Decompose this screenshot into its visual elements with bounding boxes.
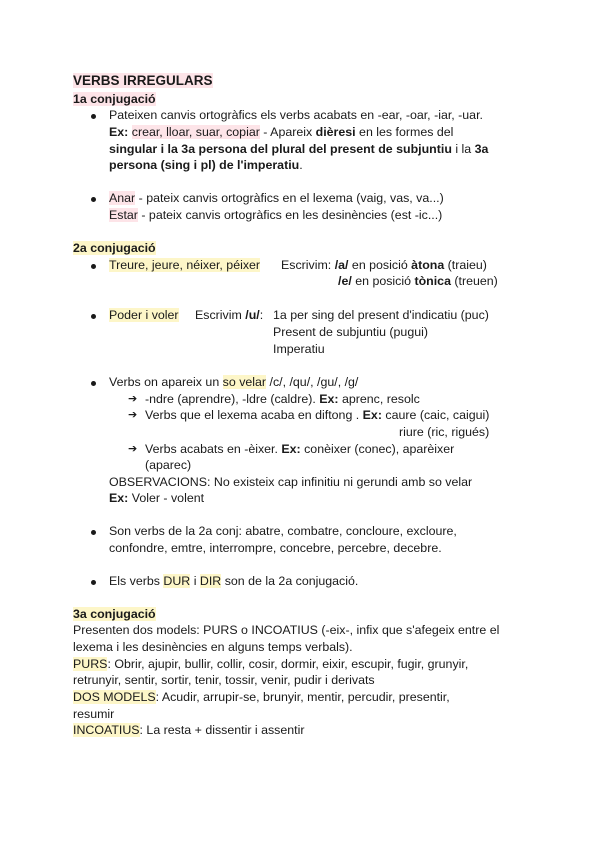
c2-b2-verbs: Poder i voler	[109, 308, 179, 322]
c3-dos-models: DOS MODELS: Acudir, arrupir-se, brunyir, mentir, percudir, presentir,	[73, 690, 450, 704]
bullet	[91, 580, 96, 585]
c2-b3-sub2-line2: riure (ric, rigués)	[399, 425, 490, 439]
bullet	[91, 530, 96, 535]
page-title: VERBS IRREGULARS	[73, 73, 213, 88]
c2-b2-escrivim: Escrivim /u/:	[195, 308, 264, 322]
c2-b4-line2: confondre, emtre, interrompre, concebre, percebre, decebre.	[109, 541, 442, 555]
bullet	[91, 197, 96, 202]
c3-line2: lexema i les desinències en alguns temps verbals).	[73, 640, 353, 654]
c2-b2-line2: Present de subjuntiu (pugui)	[273, 325, 428, 339]
bullet	[91, 114, 96, 119]
c3-line1: Presenten dos models: PURS o INCOATIUS (-eix-, infix que s'afegeix entre el	[73, 623, 500, 637]
c1-b1-line3: singular i la 3a persona del plural del present de subjuntiu i la 3a	[109, 142, 489, 156]
c2-b3-observacions: OBSERVACIONS: No existeix cap infinitiu ni gerundi amb so velar	[109, 475, 473, 489]
arrow-icon: ➔	[128, 409, 138, 421]
c3-purs: PURS: Obrir, ajupir, bullir, collir, cosir, dormir, eixir, escupir, fugir, grunyir,	[73, 657, 469, 671]
arrow-icon: ➔	[128, 443, 138, 455]
c2-b1-escrivim: Escrivim: /a/ en posició àtona (traieu)	[281, 258, 487, 272]
bullet	[91, 314, 96, 319]
section-heading-1a: 1a conjugació	[73, 92, 156, 106]
c3-incoatius: INCOATIUS: La resta + dissentir i assentir	[73, 723, 305, 737]
c2-b3-sub2: Verbs que el lexema acaba en diftong . Ex: caure (caic, caigui)	[145, 408, 490, 422]
c2-b3-line1: Verbs on apareix un so velar /c/, /qu/, /gu/, /g/	[109, 375, 359, 389]
c2-b3-sub3-line2: (aparec)	[145, 458, 192, 472]
c2-b2-line1: 1a per sing del present d'indicatiu (puc)	[273, 308, 489, 322]
c2-b1-line1: Treure, jeure, néixer, péixer	[109, 258, 261, 272]
c3-dos-models-line2: resumir	[73, 707, 115, 721]
section-heading-3a: 3a conjugació	[73, 607, 156, 621]
bullet	[91, 381, 96, 386]
c2-b3-sub3: Verbs acabats en -èixer. Ex: conèixer (conec), aparèixer	[145, 442, 455, 456]
arrow-icon: ➔	[128, 393, 138, 405]
c2-b2-line3: Imperatiu	[273, 342, 325, 356]
c3-purs-line2: retrunyir, sentir, sortir, tenir, tossir, venir, pudir i derivats	[73, 673, 375, 687]
c2-b5: Els verbs DUR i DIR son de la 2a conjugació.	[109, 574, 359, 588]
c1-b2-anar: Anar - pateix canvis ortogràfics en el lexema (vaig, vas, va...)	[109, 191, 444, 205]
c2-b4-line1: Son verbs de la 2a conj: abatre, combatre, concloure, excloure,	[109, 524, 457, 538]
c1-b1-line1: Pateixen canvis ortogràfics els verbs acabats en -ear, -oar, -iar, -uar.	[109, 108, 483, 122]
c2-b3-sub1: -ndre (aprendre), -ldre (caldre). Ex: aprenc, resolc	[145, 392, 420, 406]
c1-b1-line4: persona (sing i pl) de l'imperatiu.	[109, 158, 303, 172]
c1-b1-line2: Ex: crear, lloar, suar, copiar - Apareix dièresi en les formes del	[109, 125, 454, 139]
c1-b2-estar: Estar - pateix canvis ortogràfics en les desinències (est -ic...)	[109, 208, 443, 222]
bullet	[91, 264, 96, 269]
c2-b1-line2: /e/ en posició tònica (treuen)	[338, 274, 498, 288]
c2-b3-obs-example: Ex: Voler - volent	[109, 491, 205, 505]
section-heading-2a: 2a conjugació	[73, 241, 156, 255]
